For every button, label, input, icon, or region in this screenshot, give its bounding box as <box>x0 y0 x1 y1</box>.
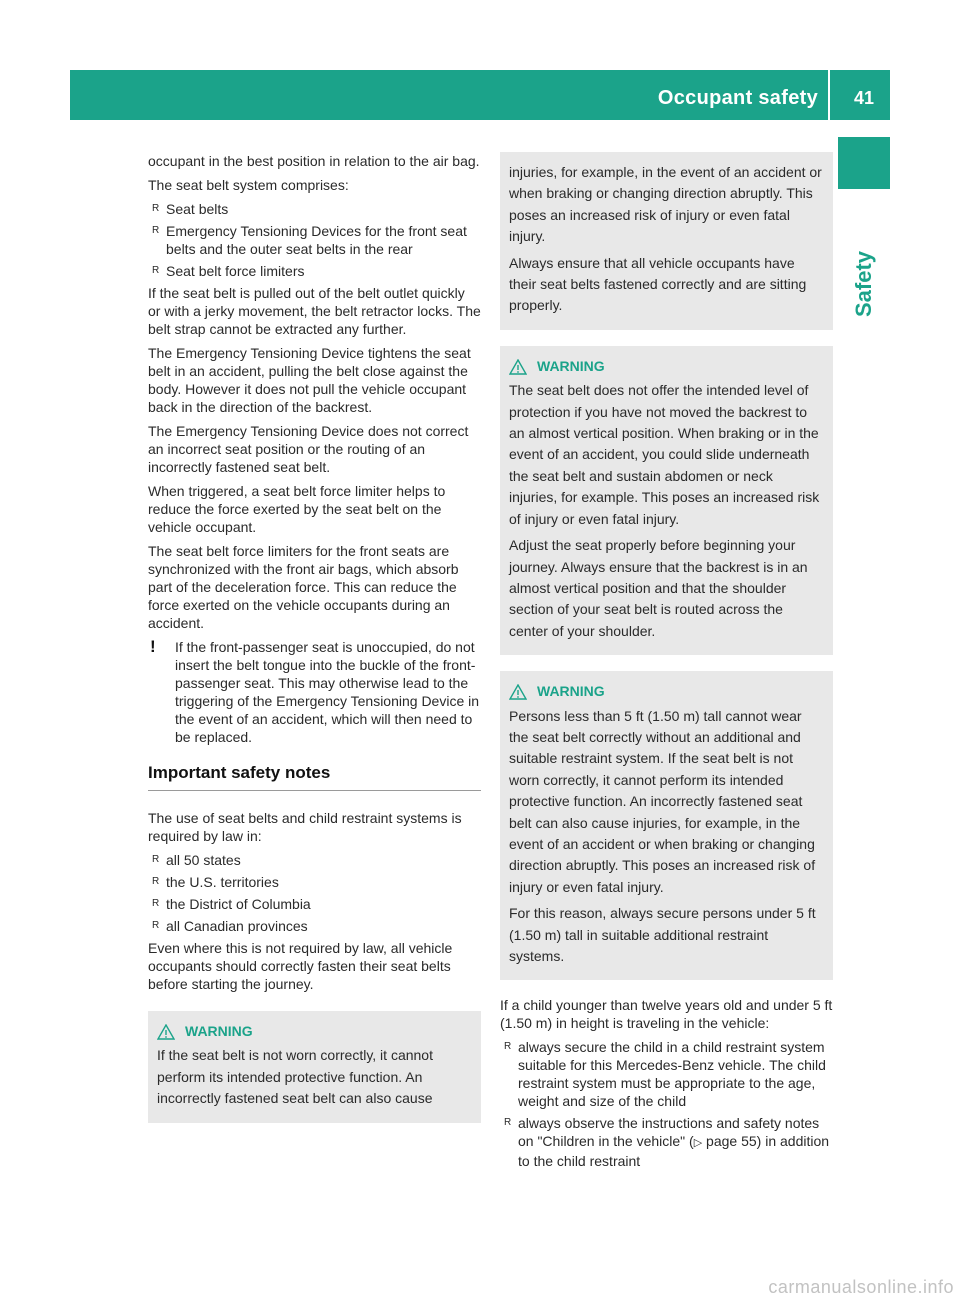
paragraph: If a child younger than twelve years old and under 5 ft (1.50 m) in height is traveling in the vehicle: <box>500 997 833 1032</box>
list-item-text: Emergency Tensioning Devices for the front seat belts and the outer seat belts in the rear <box>166 223 467 257</box>
warning-box <box>500 671 833 980</box>
warning-header <box>509 681 824 702</box>
paragraph: If the seat belt is pulled out of the belt outlet quickly or with a jerky movement, the belt retractor locks. The belt strap cannot be extracted any further. <box>148 285 481 337</box>
bullet-icon: R <box>504 1117 512 1129</box>
list-item-text: the U.S. territories <box>166 874 279 890</box>
list-item-text: the District of Columbia <box>166 896 311 912</box>
list-item <box>148 222 481 258</box>
list-item <box>148 895 481 913</box>
warning-text: If the seat belt is not worn correctly, it cannot perform its intended protective function. An incorrectly fastened seat belt can also cause <box>157 1047 433 1107</box>
note-text: If the front-passenger seat is unoccupied, do not insert the belt tongue into the buckle of the front-passenger seat. This may otherwise lead to the triggering of the Emergency Tensioning Device in the event of an accident, which will then need to be replaced. <box>175 639 480 745</box>
section-heading: Important safety notes <box>148 764 481 791</box>
paragraph: The seat belt system comprises: <box>148 177 349 193</box>
list-item <box>500 1038 833 1110</box>
exclamation-icon: ! <box>150 637 156 656</box>
list-item <box>148 917 481 935</box>
side-tab-label: Safety <box>851 250 876 317</box>
warning-label: WARNING <box>537 683 605 700</box>
bullet-icon: R <box>152 920 160 931</box>
warning-header <box>509 356 824 377</box>
list-item-text: Seat belts <box>166 201 229 217</box>
header-separator <box>828 70 830 120</box>
warning-text: Persons less than 5 ft (1.50 m) tall cannot wear the seat belt correctly without an additional and suitable restraint system. If the seat belt is not worn correctly, it cannot perform its intended protective function. An incorrectly fastened seat belt can also cause injuries, for example, in the event of an accident or when braking or changing direction abruptly. This poses an increased risk of injury or even fatal injury. <box>509 707 816 895</box>
list-item <box>148 200 481 218</box>
warning-box <box>148 1011 481 1123</box>
bullet-list <box>148 200 481 280</box>
list-item-text: page 55) in addition to the child restraint <box>518 1133 830 1170</box>
bullet-icon: R <box>152 898 160 909</box>
warning-triangle-icon <box>509 684 527 700</box>
right-column <box>500 152 833 1174</box>
warning-text: The seat belt does not offer the intended level of protection if you have not moved the backrest to an almost vertical position. When braking or in the event of an accident, you could slide underneath the seat belt and sustain abdomen or neck injuries, for example. This poses an increased risk of injury or even fatal injury. <box>509 382 820 527</box>
warning-text: For this reason, always secure persons under 5 ft (1.50 m) tall in suitable additional restraint systems. <box>509 905 816 964</box>
warning-box <box>500 346 833 655</box>
warning-triangle-icon <box>509 359 527 375</box>
bullet-list <box>500 1038 833 1170</box>
list-item-text: all 50 states <box>166 852 241 868</box>
bullet-list <box>148 851 481 935</box>
list-item-text: always secure the child in a child restraint system suitable for this Mercedes-Benz vehicle. The child restraint system must be appropriate to the age, weight and size of the child <box>518 1039 826 1110</box>
bullet-icon: R <box>504 1041 512 1053</box>
important-note <box>148 638 481 746</box>
paragraph: The seat belt force limiters for the front seats are synchronized with the front air bags, which absorb part of the deceleration force. This can reduce the force exerted on the vehicle occupants during an accident. <box>148 543 459 631</box>
bullet-icon: R <box>152 876 160 887</box>
bullet-icon: R <box>152 854 160 865</box>
page-number: 41 <box>853 88 874 108</box>
page-reference-arrow-icon[interactable]: ▷ <box>693 1137 703 1150</box>
list-item <box>148 851 481 869</box>
warning-label: WARNING <box>185 1023 253 1039</box>
paragraph: The Emergency Tensioning Device tightens the seat belt in an accident, pulling the belt close against the body. However it does not pull the vehicle occupant back in the direction of the backrest. <box>148 345 471 415</box>
section-title: Occupant safety <box>657 87 818 109</box>
bullet-icon: R <box>152 225 160 236</box>
list-item <box>148 873 481 891</box>
page-header <box>70 70 890 120</box>
bullet-icon: R <box>152 203 160 214</box>
list-item-text: all Canadian provinces <box>166 918 308 934</box>
warning-triangle-icon <box>157 1024 175 1040</box>
list-item <box>500 1114 833 1170</box>
paragraph: The use of seat belts and child restraint systems is required by law in: <box>148 810 462 844</box>
left-column <box>148 152 481 1137</box>
warning-box-continued <box>500 152 833 330</box>
side-tab-block <box>838 137 890 189</box>
bullet-icon: R <box>152 265 160 276</box>
paragraph: The Emergency Tensioning Device does not correct an incorrect seat position or the routing of an incorrectly fastened seat belt. <box>148 423 469 475</box>
warning-label: WARNING <box>537 357 605 374</box>
paragraph: When triggered, a seat belt force limiter helps to reduce the force exerted by the seat belt on the vehicle occupant. <box>148 483 446 535</box>
list-item <box>148 262 481 280</box>
warning-text: Always ensure that all vehicle occupants have their seat belts fastened correctly and are sitting properly. <box>509 254 807 314</box>
list-item-text: Seat belt force limiters <box>166 263 305 279</box>
paragraph: occupant in the best position in relation to the air bag. <box>148 153 480 169</box>
warning-header <box>157 1021 472 1042</box>
list-item-text: always observe the instructions and safety notes on "Children in the vehicle" ( <box>518 1115 820 1150</box>
warning-text: Adjust the seat properly before beginning your journey. Always ensure that the backrest is in an almost vertical position and that the shoulder section of your seat belt is routed across the center of your shoulder. <box>509 537 808 639</box>
watermark: carmanualsonline.info <box>768 1277 954 1297</box>
warning-text: injuries, for example, in the event of an accident or when braking or changing direction abruptly. This poses an increased risk of injury or even fatal injury. <box>509 164 822 245</box>
paragraph: Even where this is not required by law, all vehicle occupants should correctly fasten their seat belts before starting the journey. <box>148 940 453 992</box>
